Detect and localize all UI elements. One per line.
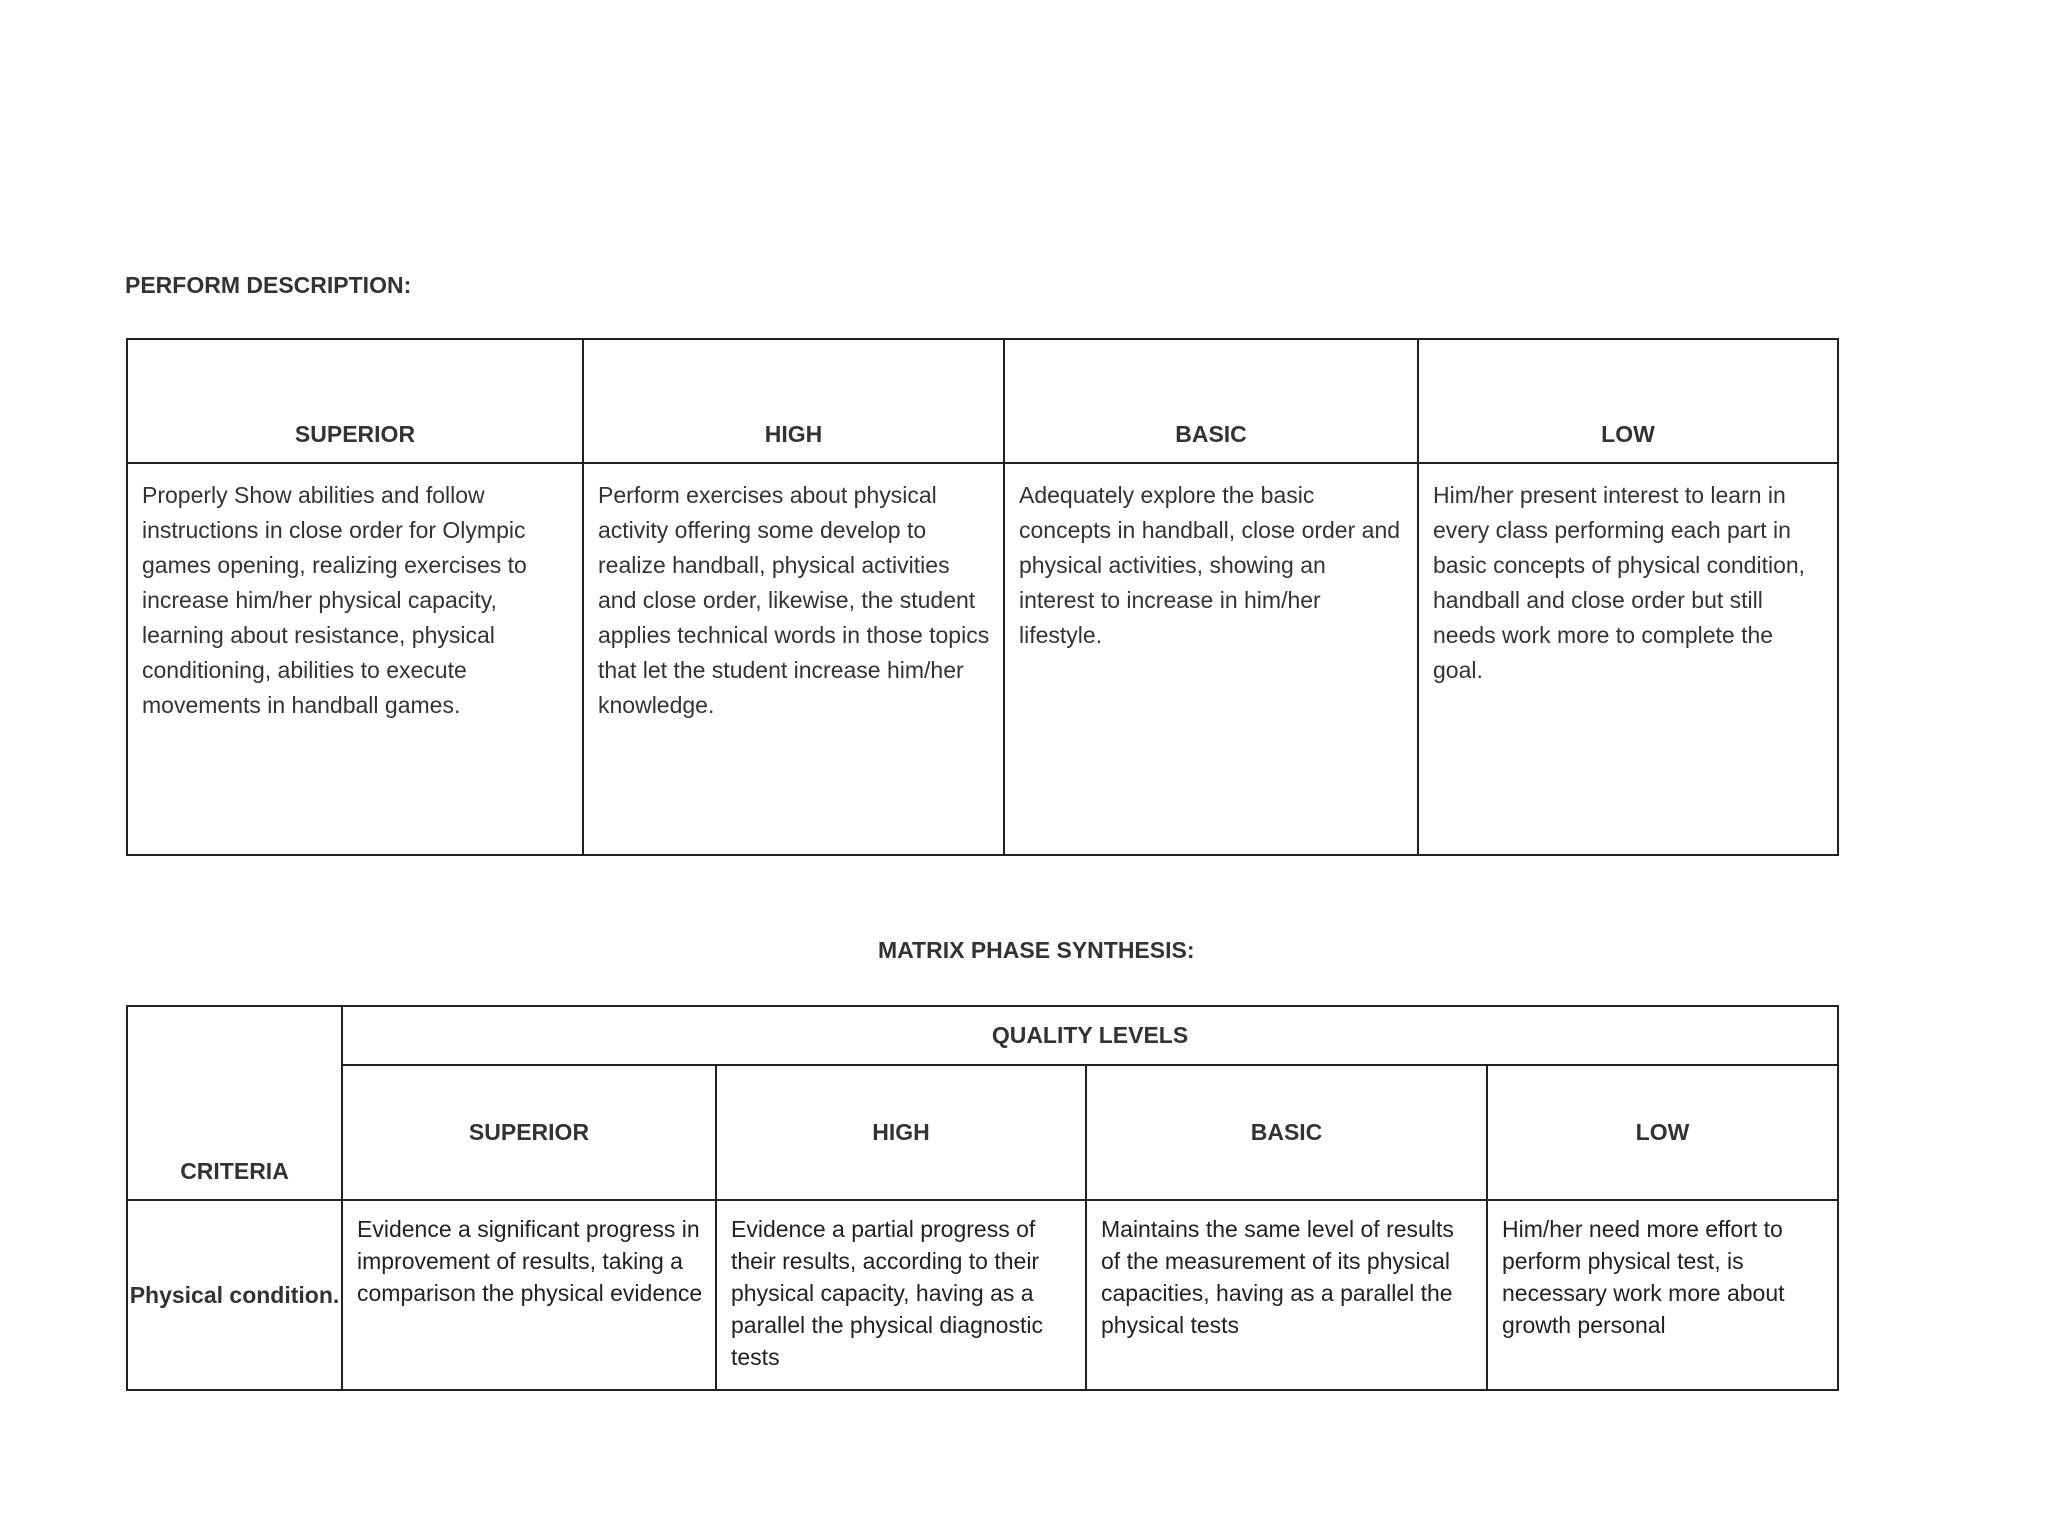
criterion-basic-description: Maintains the same level of results of the measurement of its physical capacities, having as a parallel the physical tests <box>1086 1200 1487 1390</box>
header-superior: SUPERIOR <box>127 339 583 463</box>
perform-description-heading: PERFORM DESCRIPTION: <box>125 272 412 298</box>
table-row <box>127 463 1838 855</box>
quality-levels-header: QUALITY LEVELS <box>342 1006 1838 1065</box>
criterion-physical-condition: Physical condition. <box>127 1200 342 1390</box>
levels-row <box>127 1065 1838 1200</box>
table-header-row <box>127 339 1838 463</box>
header-low: LOW <box>1418 339 1838 463</box>
level-low: LOW <box>1487 1065 1838 1200</box>
criterion-high-description: Evidence a partial progress of their results, according to their physical capacity, having as a parallel the physical diagnostic tests <box>716 1200 1086 1390</box>
criterion-superior-description: Evidence a significant progress in improvement of results, taking a comparison the physical evidence <box>342 1200 716 1390</box>
matrix-phase-synthesis-table <box>126 1005 1839 1391</box>
criterion-low-description: Him/her need more effort to perform physical test, is necessary work more about growth personal <box>1487 1200 1838 1390</box>
criteria-header: CRITERIA <box>127 1006 342 1200</box>
level-high: HIGH <box>716 1065 1086 1200</box>
header-high: HIGH <box>583 339 1004 463</box>
perform-description-table <box>126 338 1839 856</box>
description-high: Perform exercises about physical activity offering some develop to realize handball, physical activities and close order, likewise, the student applies technical words in those topics that let the student increase him/her knowledge. <box>583 463 1004 855</box>
matrix-phase-synthesis-heading: MATRIX PHASE SYNTHESIS: <box>878 937 1195 963</box>
table-row <box>127 1200 1838 1390</box>
level-basic: BASIC <box>1086 1065 1487 1200</box>
description-basic: Adequately explore the basic concepts in handball, close order and physical activities, showing an interest to increase in him/her lifestyle. <box>1004 463 1418 855</box>
quality-levels-row <box>127 1006 1838 1065</box>
description-superior: Properly Show abilities and follow instructions in close order for Olympic games opening, realizing exercises to increase him/her physical capacity, learning about resistance, physical conditioning, abilities to execute movements in handball games. <box>127 463 583 855</box>
level-superior: SUPERIOR <box>342 1065 716 1200</box>
header-basic: BASIC <box>1004 339 1418 463</box>
description-low: Him/her present interest to learn in every class performing each part in basic concepts of physical condition, handball and close order but still needs work more to complete the goal. <box>1418 463 1838 855</box>
